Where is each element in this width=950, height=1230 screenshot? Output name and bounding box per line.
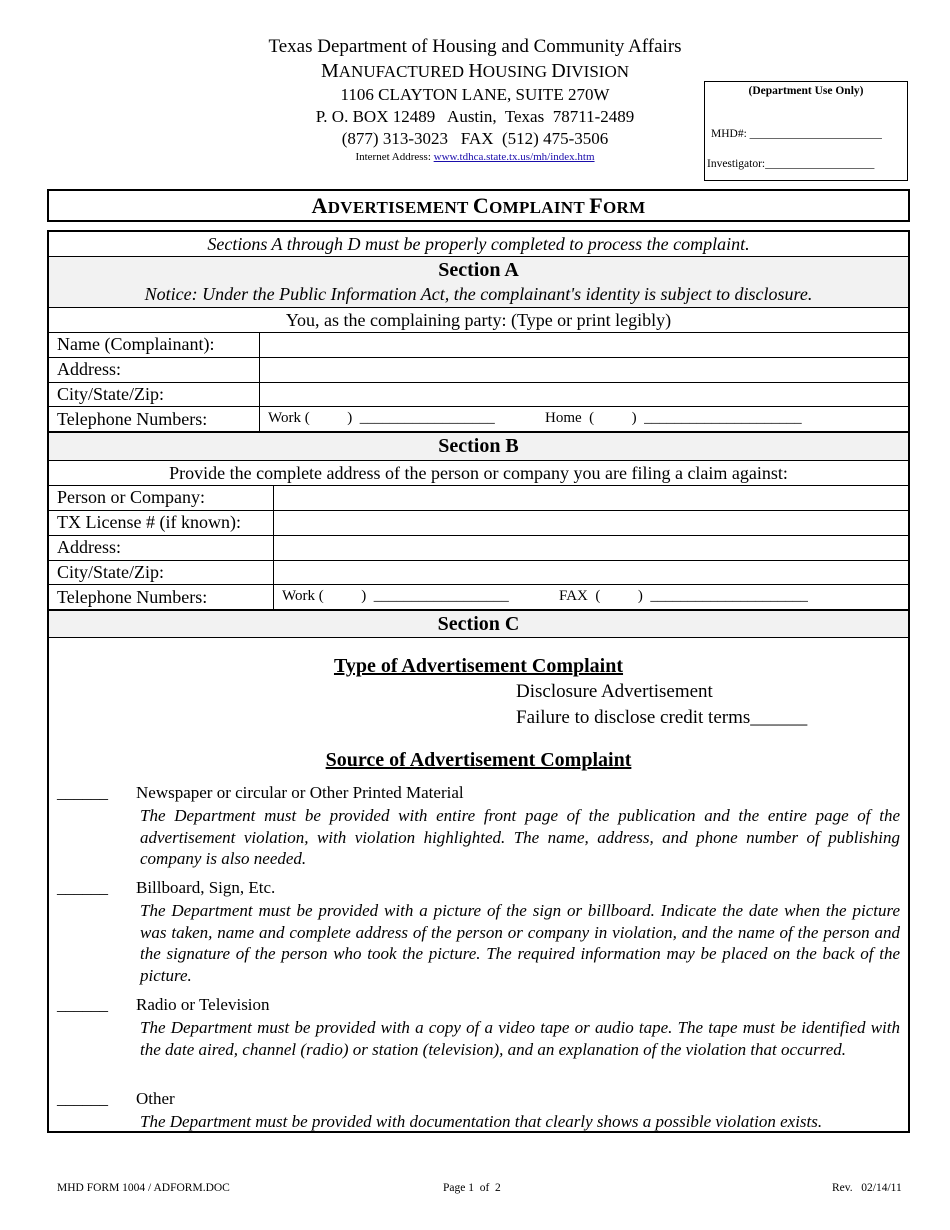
mhd-number-field: MHD#: _______________________ bbox=[711, 128, 882, 140]
respondent-city-label: City/State/Zip: bbox=[57, 562, 164, 582]
instructions: Sections A through D must be properly completed to process the complaint. bbox=[49, 232, 908, 257]
section-c-heading: Section C bbox=[49, 611, 908, 638]
section-b-heading: Section B bbox=[49, 433, 908, 461]
source-other-blank[interactable]: ______ bbox=[57, 1089, 108, 1108]
respondent-phone-row bbox=[49, 585, 908, 611]
phone-fax: (877) 313-3023 FAX (512) 475-3506 bbox=[341, 129, 609, 148]
license-field[interactable] bbox=[274, 511, 908, 535]
respondent-city-field[interactable] bbox=[274, 561, 908, 584]
section-a-header bbox=[49, 257, 908, 308]
complainant-name-label: Name (Complainant): bbox=[57, 334, 215, 354]
license-label: TX License # (if known): bbox=[57, 512, 241, 532]
respondent-city-row bbox=[49, 561, 908, 585]
public-info-notice: Notice: Under the Public Information Act, the complainant's identity is subject to disclosure. bbox=[144, 284, 813, 304]
website-link[interactable]: www.tdhca.state.tx.us/mh/index.htm bbox=[433, 151, 595, 163]
complainant-address-row bbox=[49, 358, 908, 383]
po-box: P. O. BOX 12489 Austin, Texas 78711-2489 bbox=[315, 107, 635, 126]
form-title: ADVERTISEMENT COMPLAINT FORM bbox=[47, 189, 910, 222]
section-a-heading: Section A bbox=[438, 259, 519, 281]
source-printed-desc: The Department must be provided with entire front page of the publication and the entire page of the advertisement violation, with violation highlighted. The name, address, and phone number of publishing company is also needed. bbox=[140, 806, 900, 868]
respondent-address-field[interactable] bbox=[274, 536, 908, 560]
complainant-city-row bbox=[49, 383, 908, 407]
respondent-name-row bbox=[49, 486, 908, 511]
section-b-intro: Provide the complete address of the person or company you are filing a claim against: bbox=[49, 461, 908, 486]
type-credit-terms[interactable]: Failure to disclose credit terms______ bbox=[516, 707, 808, 728]
complainant-name-field[interactable] bbox=[260, 333, 908, 357]
department-use-box bbox=[704, 81, 908, 181]
form-frame bbox=[47, 230, 910, 1133]
agency-header bbox=[200, 35, 750, 164]
source-printed-blank[interactable]: ______ bbox=[57, 783, 108, 802]
source-other-title: Other bbox=[136, 1089, 175, 1108]
section-a-intro: You, as the complaining party: (Type or print legibly) bbox=[49, 308, 908, 333]
complainant-work-phone[interactable]: Work ( ) __________________ bbox=[268, 410, 495, 426]
source-billboard-blank[interactable]: ______ bbox=[57, 878, 108, 897]
source-printed-title: Newspaper or circular or Other Printed Material bbox=[136, 783, 464, 802]
agency-name: Texas Department of Housing and Community Affairs bbox=[268, 36, 682, 57]
footer-form-id: MHD FORM 1004 / ADFORM.DOC bbox=[57, 1182, 230, 1194]
type-heading: Type of Advertisement Complaint bbox=[333, 655, 624, 677]
footer-page-number: Page 1 of 2 bbox=[443, 1182, 501, 1194]
complainant-name-row bbox=[49, 333, 908, 358]
street-address: 1106 CLAYTON LANE, SUITE 270W bbox=[340, 85, 610, 104]
complainant-city-field[interactable] bbox=[260, 383, 908, 406]
source-other-desc: The Department must be provided with documentation that clearly shows a possible violation exists. bbox=[140, 1112, 823, 1131]
license-row bbox=[49, 511, 908, 536]
respondent-name-field[interactable] bbox=[274, 486, 908, 510]
division-name: MANUFACTURED HOUSING DIVISION bbox=[320, 60, 630, 82]
complainant-address-field[interactable] bbox=[260, 358, 908, 382]
complainant-phone-label: Telephone Numbers: bbox=[57, 409, 208, 429]
complainant-city-label: City/State/Zip: bbox=[57, 384, 164, 404]
department-use-title: (Department Use Only) bbox=[748, 85, 864, 97]
respondent-address-row bbox=[49, 536, 908, 561]
respondent-fax[interactable]: FAX ( ) _____________________ bbox=[559, 588, 808, 604]
type-disclosure: Disclosure Advertisement bbox=[516, 681, 713, 702]
investigator-field: Investigator:___________________ bbox=[707, 158, 875, 170]
source-radio-tv-blank[interactable]: ______ bbox=[57, 995, 108, 1014]
source-billboard-title: Billboard, Sign, Etc. bbox=[136, 878, 276, 897]
respondent-name-label: Person or Company: bbox=[57, 487, 205, 507]
internet-address: Internet Address: www.tdhca.state.tx.us/mh/index.htm bbox=[355, 151, 595, 163]
source-radio-tv-desc: The Department must be provided with a copy of a video tape or audio tape. The tape must be identified with the date aired, channel (radio) or station (television), and an explanation of the violation that occurred. bbox=[140, 1018, 900, 1059]
respondent-phone-label: Telephone Numbers: bbox=[57, 587, 208, 607]
source-radio-tv-title: Radio or Television bbox=[136, 995, 270, 1014]
complainant-address-label: Address: bbox=[57, 359, 121, 379]
source-billboard-desc: The Department must be provided with a picture of the sign or billboard. Indicate the date when the picture was taken, name and complete address of the person or company in violation, and the name of the person and the signature of the person who took the picture. The required information may be placed on the back of the picture. bbox=[140, 901, 900, 985]
complainant-home-phone[interactable]: Home ( ) _____________________ bbox=[545, 410, 802, 426]
respondent-work-phone[interactable]: Work ( ) __________________ bbox=[282, 588, 509, 604]
source-heading: Source of Advertisement Complaint bbox=[325, 749, 632, 771]
footer-revision: Rev. 02/14/11 bbox=[832, 1182, 902, 1194]
respondent-address-label: Address: bbox=[57, 537, 121, 557]
complainant-phone-row bbox=[49, 407, 908, 433]
